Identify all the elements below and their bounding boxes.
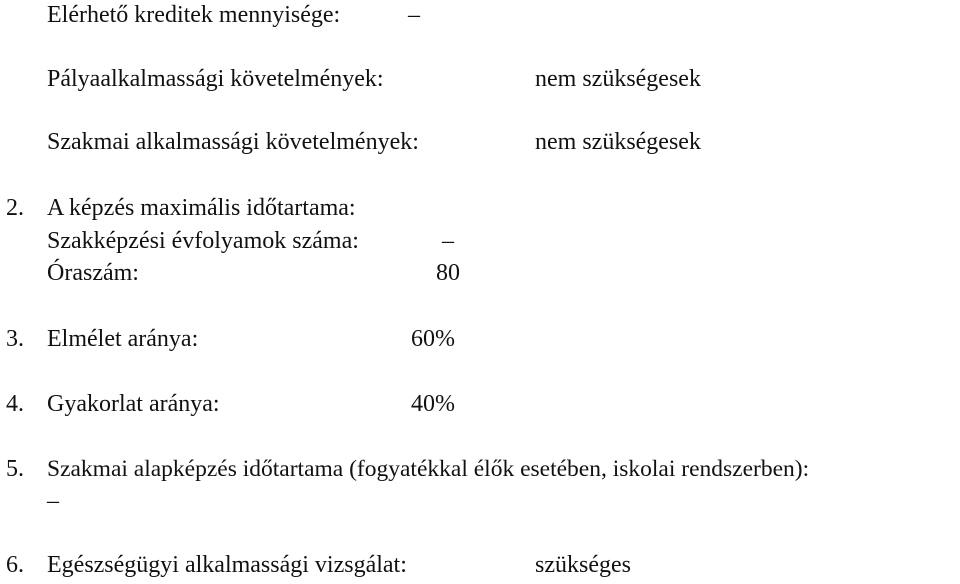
section-2-number: 2. (6, 195, 24, 221)
career-requirements-label: Pályaalkalmassági követelmények: (47, 66, 384, 92)
hours-label: Óraszám: (47, 260, 139, 286)
section-3-number: 3. (6, 326, 24, 352)
health-check-value: szükséges (535, 552, 631, 578)
theory-ratio-label: Elmélet aránya: (47, 326, 199, 352)
section-2-title: A képzés maximális időtartama: (47, 195, 356, 221)
credits-value: – (408, 2, 420, 28)
practice-ratio-value: 40% (411, 391, 455, 417)
section-4-number: 4. (6, 391, 24, 417)
professional-requirements-label: Szakmai alkalmassági követelmények: (47, 129, 419, 155)
training-years-label: Szakképzési évfolyamok száma: (47, 228, 359, 254)
basic-training-duration-label: Szakmai alapképzés időtartama (fogyatékkal élők esetében, iskolai rendszerben): (47, 456, 810, 482)
section-6-number: 6. (6, 552, 24, 578)
theory-ratio-value: 60% (411, 326, 455, 352)
credits-label: Elérhető kreditek mennyisége: (47, 2, 341, 28)
professional-requirements-value: nem szükségesek (535, 129, 701, 155)
practice-ratio-label: Gyakorlat aránya: (47, 391, 220, 417)
hours-value: 80 (436, 260, 460, 286)
section-5-number: 5. (6, 456, 24, 482)
career-requirements-value: nem szükségesek (535, 66, 701, 92)
basic-training-duration-value: – (47, 488, 59, 514)
health-check-label: Egészségügyi alkalmassági vizsgálat: (47, 552, 407, 578)
training-years-value: – (442, 228, 454, 254)
